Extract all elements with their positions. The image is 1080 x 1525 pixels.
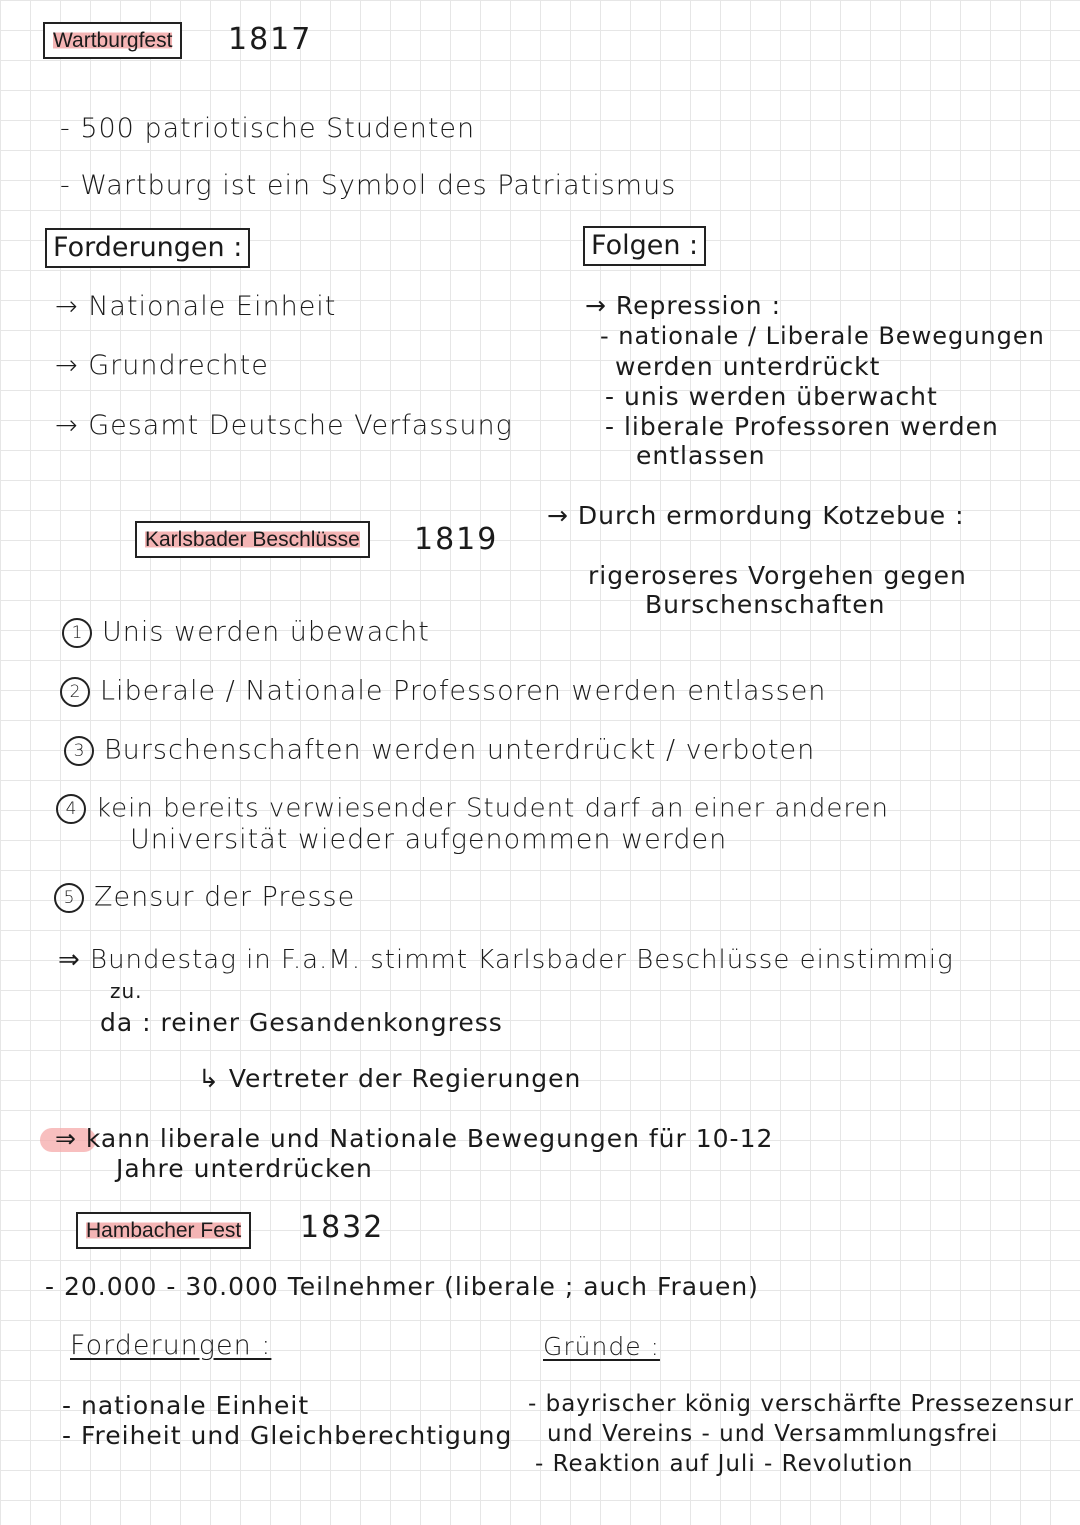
bundestag-line-2: zu. [110, 979, 143, 1003]
wartburg-forderung-3: → Gesamt Deutsche Verfassung [55, 410, 513, 441]
hambach-grund-2: und Vereins - und Versammlungsfrei [547, 1421, 999, 1447]
hambach-forderungen-heading: Forderungen : [70, 1330, 272, 1361]
wartburg-folge-6: entlassen [636, 441, 766, 470]
wartburg-bullet-students: - 500 patriotische Studenten [60, 113, 476, 144]
karlsbad-point-2: 2 Liberale / Nationale Professoren werden entlassen [60, 677, 826, 707]
karlsbad-point-1: 1 Unis werden übewacht [62, 618, 430, 648]
karlsbad-point-4: 4 kein bereits verwiesender Student darf an einer anderen [56, 794, 889, 824]
vertreter-line: ↳ Vertreter der Regierungen [198, 1064, 582, 1093]
kann-line-2: Jahre unterdrücken [116, 1154, 373, 1183]
gesandtenkongress-line: da : reiner Gesandenkongress [100, 1008, 503, 1037]
karlsbad-point-3: 3 Burschenschaften werden unterdrückt / verboten [64, 736, 815, 766]
wartburg-bullet-symbol: - Wartburg ist ein Symbol des Patriatismus [60, 170, 677, 201]
karlsbader-label: Karlsbader Beschlüsse [135, 521, 370, 558]
rigoros-line-1: rigeroseres Vorgehen gegen [588, 561, 967, 590]
bundestag-line-1: ⇒ Bundestag in F.a.M. stimmt Karlsbader Beschlüsse einstimmig [58, 945, 954, 975]
wartburg-forderung-1: → Nationale Einheit [55, 291, 337, 322]
wartburg-forderung-2: → Grundrechte [55, 350, 269, 381]
hambacher-year: 1832 [300, 1210, 385, 1245]
wartburg-folge-5: - liberale Professoren werden [605, 412, 999, 441]
hambach-grund-3: - Reaktion auf Juli - Revolution [535, 1451, 914, 1477]
wartburgfest-year: 1817 [228, 22, 313, 57]
hambach-gruende-heading: Gründe : [543, 1332, 660, 1361]
hambach-forderung-2: - Freiheit und Gleichberechtigung [62, 1421, 513, 1450]
hambacher-label: Hambacher Fest [76, 1212, 251, 1249]
wartburg-folge-1: → Repression : [585, 291, 782, 320]
hambach-forderung-1: - nationale Einheit [62, 1391, 310, 1420]
wartburg-folge-2: - nationale / Liberale Bewegungen [600, 322, 1045, 350]
wartburg-folge-3: werden unterdrückt [615, 352, 881, 381]
karlsbader-year: 1819 [414, 522, 499, 557]
hambach-grund-1: - bayrischer könig verschärfte Pressezensur [528, 1391, 1074, 1417]
kotzebue-note: → Durch ermordung Kotzebue : [547, 501, 965, 530]
hambach-teilnehmer: - 20.000 - 30.000 Teilnehmer (liberale ; auch Frauen) [45, 1272, 759, 1301]
karlsbad-point-5: 5 Zensur der Presse [54, 883, 355, 913]
wartburgfest-label: Wartburgfest [43, 22, 182, 59]
kann-line-1: ⇒ kann liberale und Nationale Bewegungen für 10-12 [55, 1124, 774, 1153]
karlsbad-point-4-cont: Universität wieder aufgenommen werden [130, 824, 728, 855]
wartburg-folgen-heading: Folgen : [583, 226, 706, 266]
wartburg-folge-4: - unis werden überwacht [605, 382, 938, 411]
rigoros-line-2: Burschenschaften [645, 590, 886, 619]
wartburg-forderungen-heading: Forderungen : [45, 228, 250, 268]
